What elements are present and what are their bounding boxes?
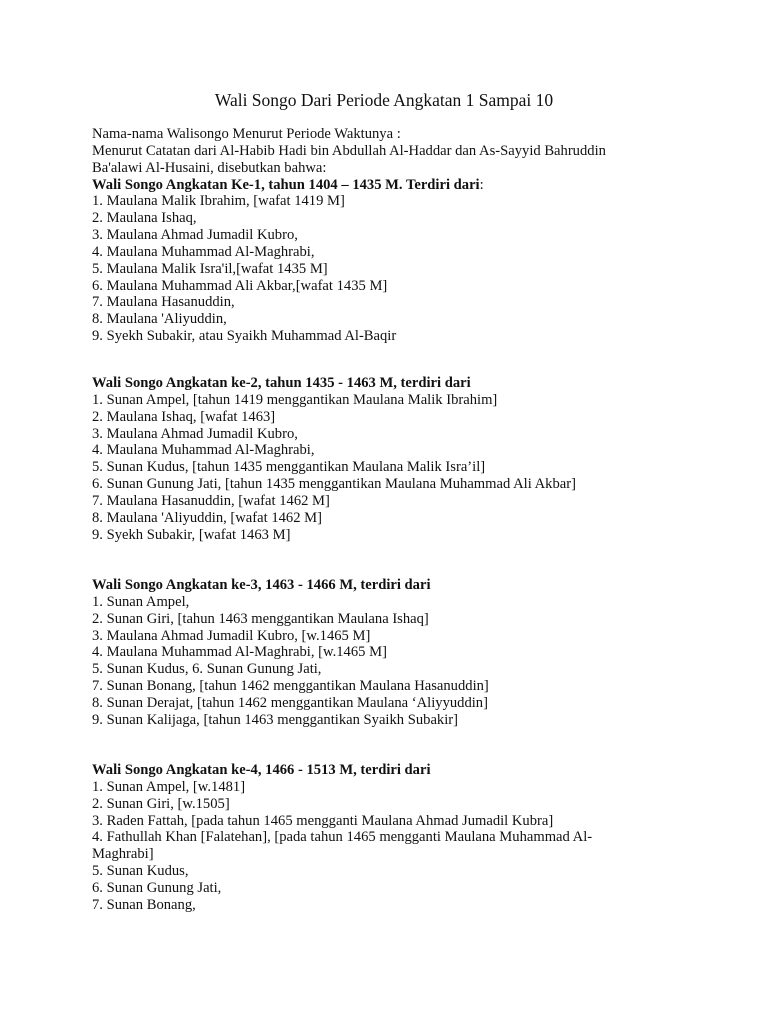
section-2 bbox=[92, 375, 732, 543]
list-item: 2. Sunan Giri, [w.1505] bbox=[92, 795, 230, 812]
list-item: 7. Sunan Bonang, bbox=[92, 896, 196, 913]
list-item: 1. Sunan Ampel, [tahun 1419 menggantikan Maulana Malik Ibrahim] bbox=[92, 391, 498, 408]
list-item: 4. Fathullah Khan [Falatehan], [pada tahun 1465 mengganti Maulana Muhammad Al- bbox=[92, 829, 593, 846]
list-item: 8. Sunan Derajat, [tahun 1462 menggantikan Maulana ‘Aliyyuddin] bbox=[92, 694, 488, 711]
list-item: 4. Maulana Muhammad Al-Maghrabi, bbox=[92, 442, 315, 459]
list-item: Maghrabi] bbox=[92, 846, 154, 863]
list-item: 5. Sunan Kudus, 6. Sunan Gunung Jati, bbox=[92, 661, 322, 678]
list-item: 7. Maulana Hasanuddin, bbox=[92, 294, 235, 311]
list-item: 4. Maulana Muhammad Al-Maghrabi, [w.1465 M] bbox=[92, 644, 387, 661]
list-item: 9. Syekh Subakir, atau Syaikh Muhammad Al-Baqir bbox=[92, 328, 397, 345]
intro-line: Menurut Catatan dari Al-Habib Hadi bin Abdullah Al-Haddar dan As-Sayyid Bahruddin bbox=[92, 142, 606, 159]
list-item: 5. Maulana Malik Isra'il,[wafat 1435 M] bbox=[92, 260, 328, 277]
list-item: 1. Sunan Ampel, bbox=[92, 593, 190, 610]
list-item: 6. Sunan Gunung Jati, bbox=[92, 879, 222, 896]
intro-line: Ba'alawi Al-Husaini, disebutkan bahwa: bbox=[92, 159, 327, 176]
section-1-heading-text: Wali Songo Angkatan Ke-1, tahun 1404 – 1435 M. Terdiri dari bbox=[92, 176, 480, 193]
list-item: 8. Maulana 'Aliyuddin, [wafat 1462 M] bbox=[92, 509, 323, 526]
list-item: 2. Maulana Ishaq, bbox=[92, 210, 197, 227]
list-item: 5. Sunan Kudus, bbox=[92, 863, 189, 880]
list-item: 7. Sunan Bonang, [tahun 1462 menggantikan Maulana Hasanuddin] bbox=[92, 678, 489, 695]
list-item: 5. Sunan Kudus, [tahun 1435 menggantikan Maulana Malik Isra’il] bbox=[92, 459, 486, 476]
section-1-heading-colon: : bbox=[479, 176, 484, 193]
list-item: 1. Maulana Malik Ibrahim, [wafat 1419 M] bbox=[92, 193, 345, 210]
intro-line: Nama-nama Walisongo Menurut Periode Waktunya : bbox=[92, 126, 401, 142]
list-item: 2. Maulana Ishaq, [wafat 1463] bbox=[92, 408, 276, 425]
intro-and-section-1 bbox=[92, 126, 732, 345]
list-item: 9. Sunan Kalijaga, [tahun 1463 menggantikan Syaikh Subakir] bbox=[92, 711, 458, 728]
list-item: 7. Maulana Hasanuddin, [wafat 1462 M] bbox=[92, 492, 330, 509]
list-item: 2. Sunan Giri, [tahun 1463 menggantikan Maulana Ishaq] bbox=[92, 610, 429, 627]
list-item: 3. Maulana Ahmad Jumadil Kubro, bbox=[92, 425, 298, 442]
list-item: 4. Maulana Muhammad Al-Maghrabi, bbox=[92, 243, 315, 260]
list-item: 8. Maulana 'Aliyuddin, bbox=[92, 311, 227, 328]
section-3 bbox=[92, 577, 732, 729]
list-item: 3. Raden Fattah, [pada tahun 1465 mengganti Maulana Ahmad Jumadil Kubra] bbox=[92, 812, 554, 829]
list-item: 1. Sunan Ampel, [w.1481] bbox=[92, 778, 246, 795]
section-2-heading: Wali Songo Angkatan ke-2, tahun 1435 - 1463 M, terdiri dari bbox=[92, 375, 471, 391]
list-item: 6. Maulana Muhammad Ali Akbar,[wafat 1435 M] bbox=[92, 277, 388, 294]
section-3-heading: Wali Songo Angkatan ke-3, 1463 - 1466 M, terdiri dari bbox=[92, 577, 431, 593]
list-item: 6. Sunan Gunung Jati, [tahun 1435 menggantikan Maulana Muhammad Ali Akbar] bbox=[92, 476, 576, 493]
section-4-heading: Wali Songo Angkatan ke-4, 1466 - 1513 M, terdiri dari bbox=[92, 762, 431, 778]
section-1-heading bbox=[92, 177, 732, 194]
list-item: 3. Maulana Ahmad Jumadil Kubro, [w.1465 M] bbox=[92, 627, 371, 644]
section-4 bbox=[92, 762, 732, 914]
list-item: 3. Maulana Ahmad Jumadil Kubro, bbox=[92, 227, 298, 244]
list-item: 9. Syekh Subakir, [wafat 1463 M] bbox=[92, 526, 291, 543]
document-title: Wali Songo Dari Periode Angkatan 1 Sampai 10 bbox=[214, 90, 554, 110]
